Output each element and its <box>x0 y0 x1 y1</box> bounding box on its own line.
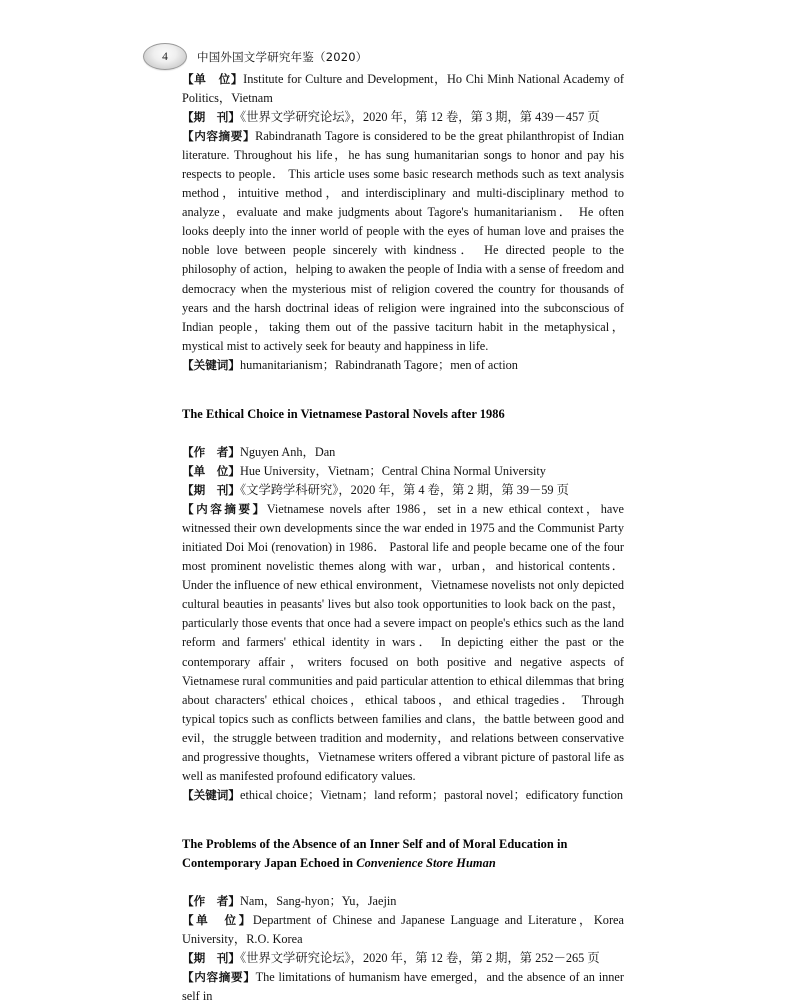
label-journal: 【期 刊】 <box>182 951 241 966</box>
page-number-badge: 4 <box>143 43 187 70</box>
spacer <box>182 375 624 405</box>
entry-1-affiliation-line <box>182 70 624 108</box>
entry-2-journal-line <box>182 481 624 500</box>
label-affiliation: 【单 位】 <box>182 913 253 928</box>
entry-3 <box>182 835 624 1006</box>
entry-3-abstract-line <box>182 968 624 1006</box>
entry-2-author-value: Nguyen Anh，Dan <box>240 444 336 459</box>
entry-2-affiliation-value: Hue University，Vietnam；Central China Normal University <box>240 464 546 479</box>
entry-1-affiliation-value: Institute for Culture and Development，Ho Chi Minh National Academy of Politics，Vietnam <box>182 72 624 106</box>
label-affiliation: 【单 位】 <box>182 72 244 86</box>
entry-1-abstract-line <box>182 127 624 356</box>
entry-2-author-line <box>182 443 624 462</box>
entry-3-abstract-value: The limitations of humanism have emerged，and the absence of an inner self in <box>182 970 624 1004</box>
entry-1-journal-line <box>182 108 624 127</box>
entry-1-abstract-value: Rabindranath Tagore is considered to be the great philanthropist of Indian literature. Throughout his life，he has sung humanitarian songs to honor and pay his respects to people． This article uses some basic research methods such as text analysis method，intuitive method，and interdisciplinary and multi-disciplinary method to analyze，evaluate and make judgments about Tagore's humanitarianism． He often looks deeply into the inner world of people with the eyes of human love and praises the noble love between people sincerely with kindness． He directed people to the philosophy of action，helping to awaken the people of India with a sense of freedom and democracy when the mysterious mist of religion covered the country for thousands of years and the harsh doctrinal ideas of religion were ingrained into the subconscious of Indian people，taking them out of the passive taciturn habit in the metaphysical，mystical mist to actively seek for beauty and happiness in life. <box>182 129 624 353</box>
label-author: 【作 者】 <box>182 894 241 909</box>
running-header <box>143 43 367 70</box>
label-abstract: 【内容摘要】 <box>182 129 256 144</box>
entry-1 <box>182 70 624 375</box>
text-column <box>182 70 624 1006</box>
spacer <box>182 805 624 835</box>
entry-3-title-lead: The Problems of the Absence of an Inner Self and of Moral Education in Contemporary Japan Echoed in <box>182 836 568 870</box>
entry-1-keywords-line <box>182 356 624 375</box>
entry-2-abstract-line <box>182 500 624 786</box>
spacer <box>182 424 624 443</box>
label-keywords: 【关键词】 <box>182 357 241 372</box>
entry-2-journal-value: 《文学跨学科研究》，2020 年，第 4 卷，第 2 期，第 39－59 页 <box>240 483 569 498</box>
label-affiliation: 【单 位】 <box>182 464 241 479</box>
spacer <box>182 873 624 892</box>
entry-3-author-line <box>182 892 624 911</box>
entry-3-journal-value: 《世界文学研究论坛》，2020 年，第 12 卷，第 2 期，第 252－265 页 <box>240 951 600 966</box>
entry-2-abstract-value: Vietnamese novels after 1986，set in a new ethical context，have witnessed their own developments since the war ended in 1975 and the Communist Party initiated Doi Moi (renovation) in 1986． Pastoral life and people became one of the four most prominent novelistic themes along with war，urban，and historical contents． Under the influence of new ethical environment，Vietnamese novelists not only depicted cultural beauties in peasants' lives but also took opportunities to look back on the past，particularly those events that once had a severe impact on people's ethics such as the land reform and farmers' ethical identity in wars． In depicting either the past or the contemporary affair，writers focused on both positive and negative aspects of Vietnamese rural communities and paid particular attention to ethical dilemmas that bring about characters' ethical choices，ethical taboos，and ethical tragedies． Through typical topics such as conflicts between families and clans，the battle between good and evil，the struggle between tradition and modernity，and relations between conservative and progressive thoughts，Vietnamese writers offered a vibrant picture of pastoral life as well as manifested profound edificatory values. <box>182 502 624 783</box>
label-abstract: 【内容摘要】 <box>182 502 267 517</box>
entry-2-keywords-line <box>182 786 624 805</box>
entry-3-affiliation-line <box>182 911 624 949</box>
label-abstract: 【内容摘要】 <box>182 970 256 985</box>
entry-2 <box>182 405 624 805</box>
entry-3-title <box>182 835 624 873</box>
entry-3-title-italic: Convenience Store Human <box>356 855 496 870</box>
entry-1-keywords-value: humanitarianism；Rabindranath Tagore；men of action <box>240 357 518 372</box>
label-keywords: 【关键词】 <box>182 787 241 802</box>
entry-1-journal-value: 《世界文学研究论坛》，2020 年，第 12 卷，第 3 期，第 439－457 页 <box>240 110 600 125</box>
book-title: 中国外国文学研究年鉴（2020） <box>197 49 368 64</box>
entry-2-title: The Ethical Choice in Vietnamese Pastoral Novels after 1986 <box>182 406 505 421</box>
label-author: 【作 者】 <box>182 444 241 459</box>
label-journal: 【期 刊】 <box>182 110 241 125</box>
entry-3-affiliation-value: Department of Chinese and Japanese Language and Literature，Korea University，R.O. Korea <box>182 913 624 947</box>
label-journal: 【期 刊】 <box>182 483 241 498</box>
entry-3-journal-line <box>182 949 624 968</box>
entry-3-author-value: Nam，Sang-hyon；Yu，Jaejin <box>240 894 397 909</box>
entry-2-keywords-value: ethical choice；Vietnam；land reform；pastoral novel；edificatory function <box>240 787 624 802</box>
entry-2-affiliation-line <box>182 462 624 481</box>
